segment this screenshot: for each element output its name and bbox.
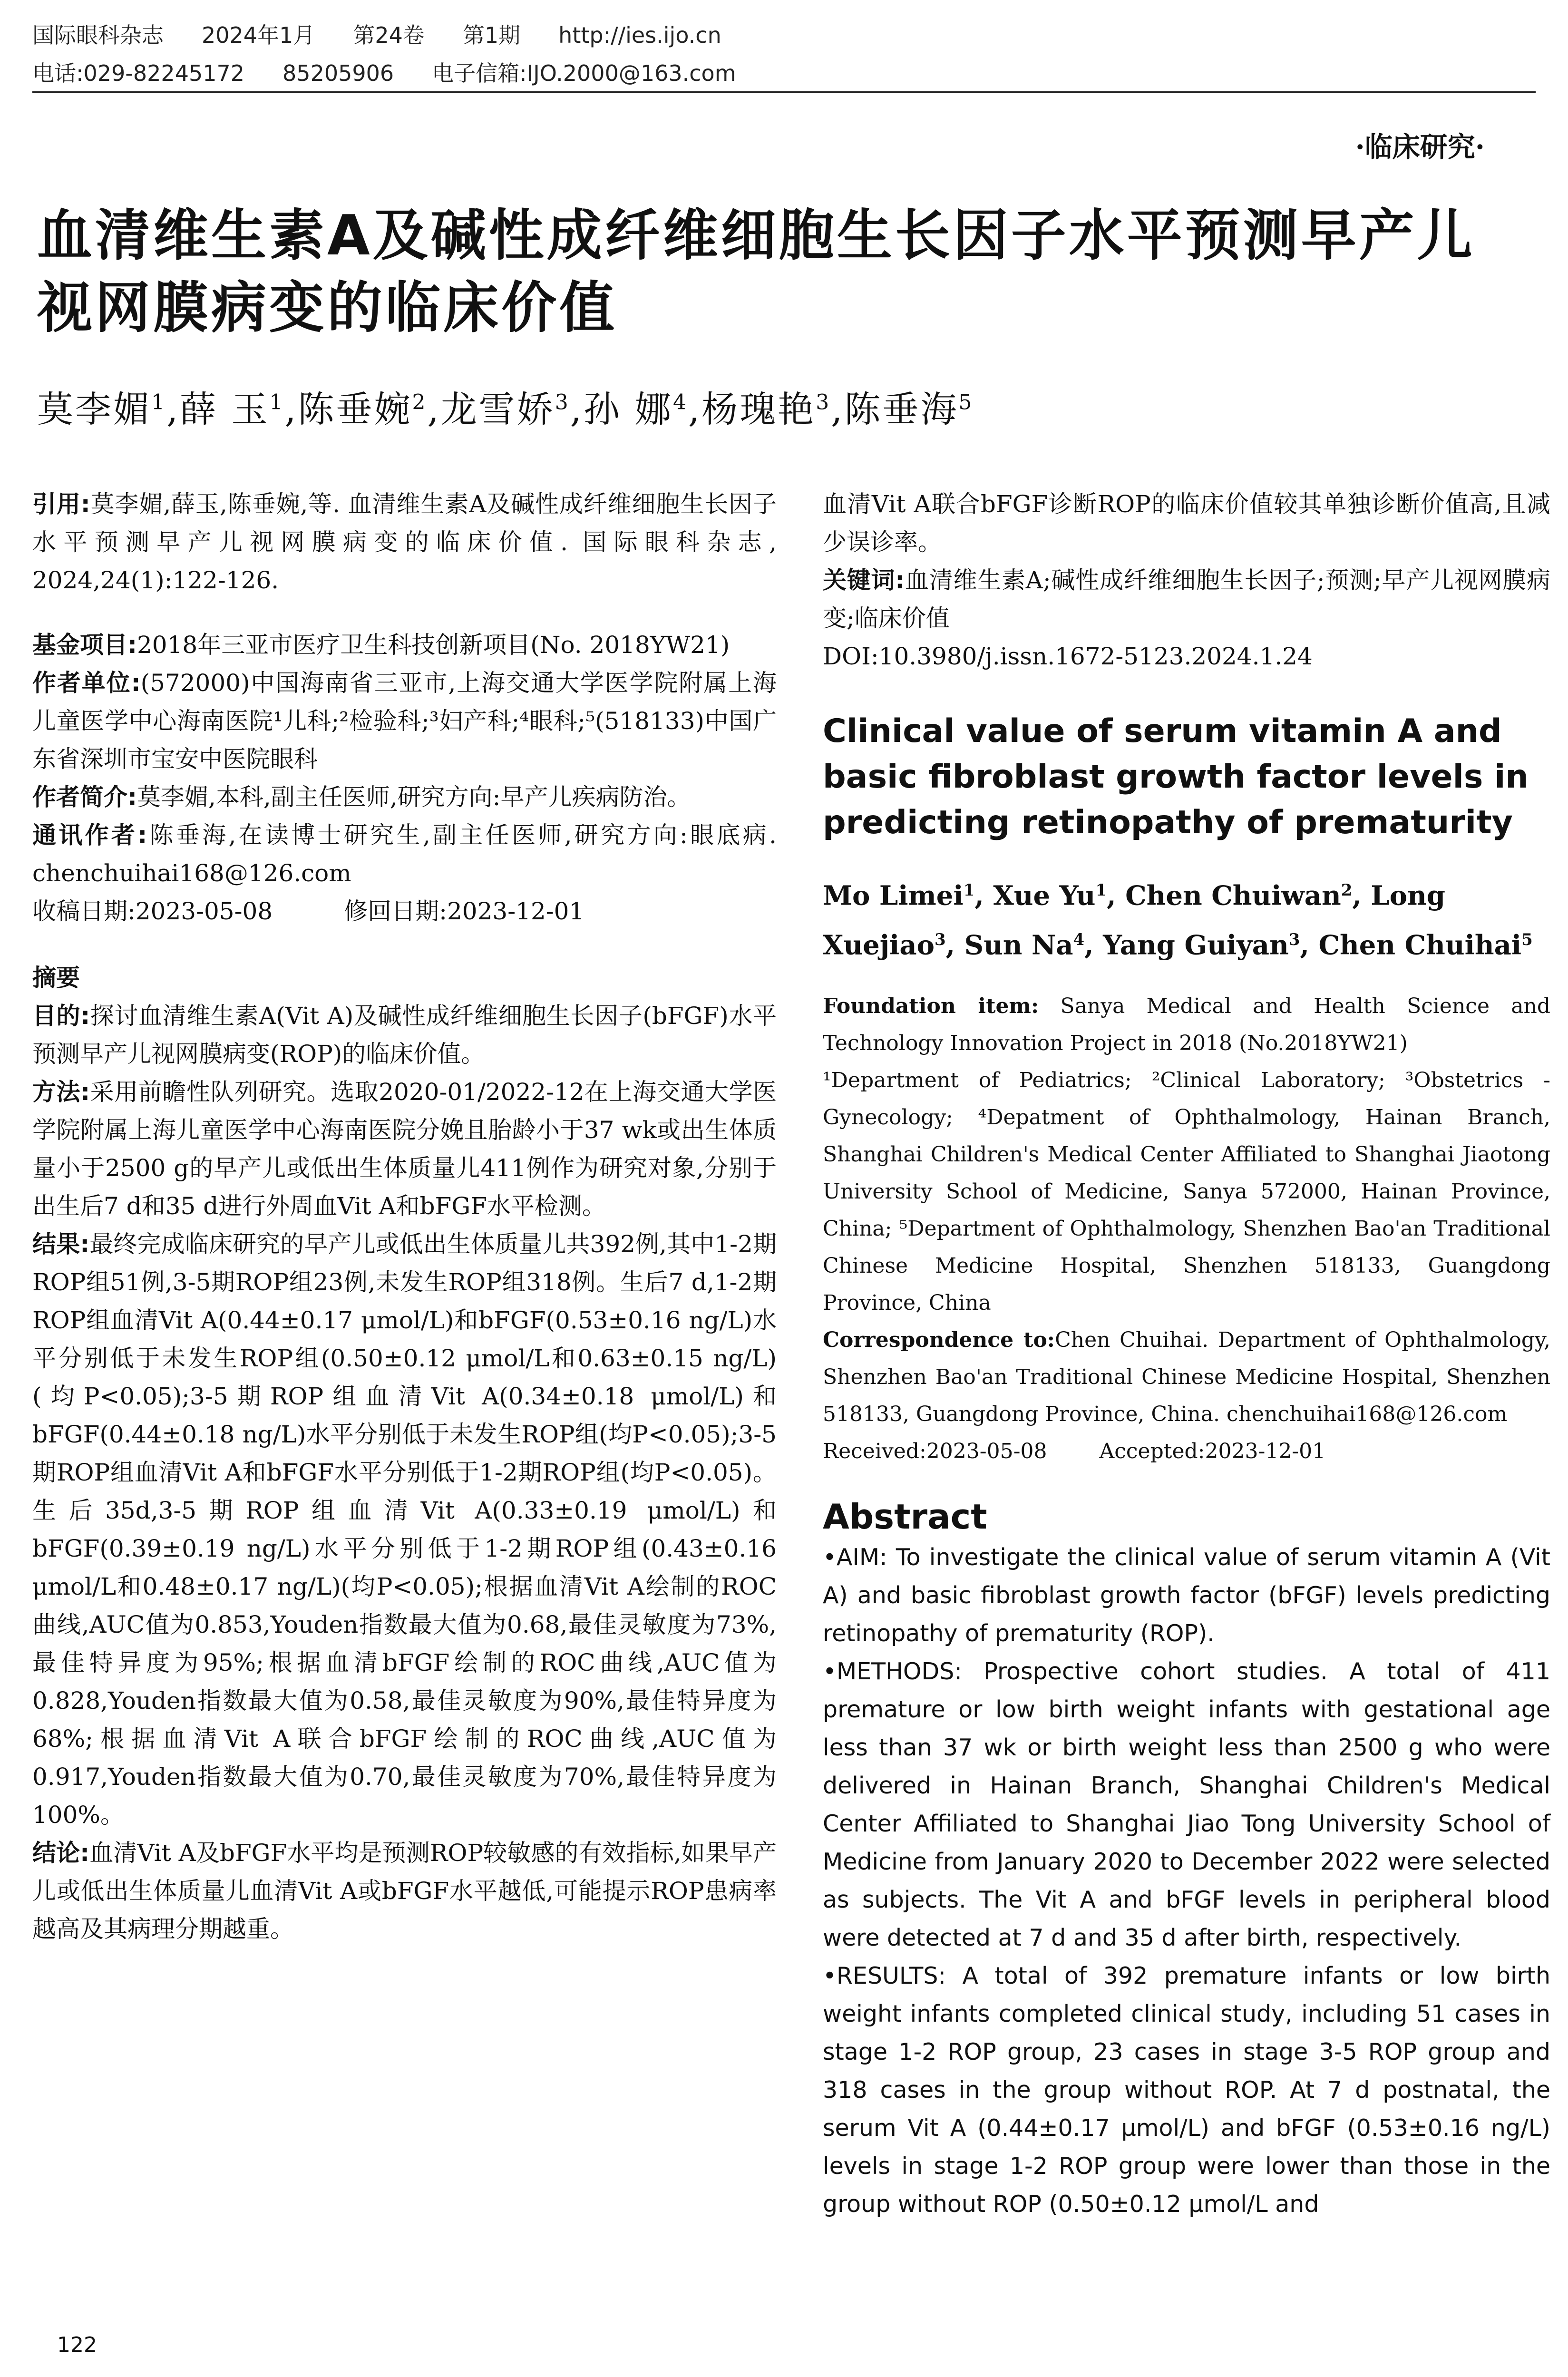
revised-date: 2023-12-01 [447,897,584,925]
author-name-en: Long Xuejiao [823,880,1445,961]
fund: 基金项目:2018年三亚市医疗卫生科技创新项目(No. 2018YW21) [32,631,730,659]
corresponding-author: 通讯作者:陈垂海,在读博士研究生,副主任医师,研究方向:眼底病. chenchuihai168@126.com [32,821,777,887]
author-name-en: Mo Limei [823,880,964,912]
author-affil: 3 [555,390,570,415]
author-name: 孙 娜 [583,388,673,430]
abstract-aim-cn: 目的:探讨血清维生素A(Vit A)及碱性成纤维细胞生长因子(bFGF)水平预测早产儿视网膜病变(ROP)的临床价值。 [32,1002,777,1068]
author-affil: 2 [412,390,428,415]
author-name: 龙雪娇 [440,388,555,430]
journal-header-line2 [32,56,774,88]
journal-header-line1 [32,18,760,49]
author-name: 薛 玉 [180,388,270,430]
affiliations: 作者单位:(572000)中国海南省三亚市,上海交通大学医学院附属上海儿童医学中心海南医院¹儿科;²检验科;³妇产科;⁴眼科;⁵(518133)中国广东省深圳市宝安中医院眼科 [32,669,777,773]
author-name: 莫李媚 [37,388,151,430]
right-column [823,485,1550,2223]
received-date: 2023-05-08 [135,897,273,925]
left-column [32,485,777,1948]
keywords-cn: 关键词:血清维生素A;碱性成纤维细胞生长因子;预测;早产儿视网膜病变;临床价值 [823,566,1550,632]
author-affil: 1 [151,390,166,415]
departments-en: ¹Department of Pediatrics; ²Clinical Laboratory; ³Obstetrics - Gynecology; ⁴Depatment of Ophthalmology, Hainan Branch, Shanghai Children's Medical Center Affiliated to Shanghai Jiaotong University School of Medicine, Sanya 572000, Hainan Province, China; ⁵Department of Ophthalmology, Shenzhen Bao'an Traditional Chinese Medicine Hospital, Shenzhen 518133, Guangdong Province, China [823,1068,1550,1315]
issue: 第1期 [462,22,521,48]
author-name-en: Sun Na [964,929,1073,961]
article-title-en: Clinical value of serum vitamin A and basic fibroblast growth factor levels in predicting retinopathy of prematurity [823,712,1529,841]
doi[interactable]: DOI:10.3980/j.issn.1672-5123.2024.1.24 [823,643,1313,670]
author-affil: 4 [673,390,689,415]
foundation-item: Foundation item: Sanya Medical and Health Science and Technology Innovation Project in 2018 (No.2018YW21) [823,994,1550,1056]
author-intro: 作者简介:莫李媚,本科,副主任医师,研究方向:早产儿疾病防治。 [32,783,691,811]
author-affil: 1 [269,390,285,415]
abstract-conclusion-cont: 血清Vit A联合bFGF诊断ROP的临床价值较其单独诊断价值高,且减少误诊率。 [823,490,1550,556]
phone-2: 85205906 [282,60,394,86]
article-title-cn: 血清维生素A及碱性成纤维细胞生长因子水平预测早产儿视网膜病变的临床价值 [37,204,1475,340]
author-name: 杨瑰艳 [701,388,816,430]
author-name: 陈垂海 [844,388,959,430]
dates: 收稿日期:2023-05-08 修回日期:2023-12-01 [32,897,584,925]
abstract-results-en: •RESULTS: A total of 392 premature infants or low birth weight infants completed clinical study, including 51 cases in stage 1-2 ROP group, 23 cases in stage 3-5 ROP group and 318 cases in the group without ROP. At 7 d postnatal, the serum Vit A (0.44±0.17 μmol/L) and bFGF (0.53±0.16 ng/L) levels in stage 1-2 ROP group were lower than those in the group without ROP (0.50±0.12 μmol/L and [823,1962,1550,2218]
abstract-heading-cn: 摘要 [32,964,80,992]
email[interactable]: 电子信箱:IJO.2000@163.com [432,60,736,86]
section-tag: ·临床研究· [1355,131,1485,163]
abstract-heading-en: Abstract [823,1497,987,1537]
journal-name: 国际眼科杂志 [32,22,164,48]
abstract-methods-en: •METHODS: Prospective cohort studies. A total of 411 premature or low birth weight infants with gestational age less than 37 wk or birth weight less than 2500 g who were delivered in Hainan Branch, Shanghai Children's Medical Center Affiliated to Shanghai Jiao Tong University School of Medicine from January 2020 to December 2022 were selected as subjects. The Vit A and bFGF levels in peripheral blood were detected at 7 d and 35 d after birth, respectively. [823,1658,1550,1952]
author-affil: 5 [958,390,974,415]
author-name-en: Xue Yu [993,880,1096,912]
author-name: 陈垂婉 [298,388,412,430]
author-affil: 3 [816,390,831,415]
header-rule [32,91,1536,93]
citation: 引用:莫李媚,薛玉,陈垂婉,等. 血清维生素A及碱性成纤维细胞生长因子水平预测早产儿视网膜病变的临床价值. 国际眼科杂志, 2024,24(1):122-126. [32,490,777,594]
abstract-aim-en: •AIM: To investigate the clinical value of serum vitamin A (Vit A) and basic fibroblast growth factor (bFGF) levels predicting retinopathy of prematurity (ROP). [823,1544,1550,1647]
page-number: 122 [57,2333,97,2357]
correspondence-en: Correspondence to:Chen Chuihai. Department of Ophthalmology, Shenzhen Bao'an Traditional Chinese Medicine Hospital, Shenzhen 518133, Guangdong Province, China. chenchuihai168@126.com [823,1328,1550,1427]
authors-cn: 莫李媚$^1$,薛 玉$^1$,陈垂婉$^2$,龙雪娇$^3$,孙 娜$^4$,杨瑰艳$^3$,陈垂海$^5$ [37,388,974,430]
phone: 电话:029-82245172 [32,60,245,86]
journal-url[interactable]: http://ies.ijo.cn [558,22,721,48]
author-name-en: Yang Guiyan [1103,929,1289,961]
volume: 第24卷 [353,22,425,48]
abstract-methods-cn: 方法:采用前瞻性队列研究。选取2020-01/2022-12在上海交通大学医学院附属上海儿童医学中心海南医院分娩且胎龄小于37 wk或出生体质量小于2500 g的早产儿或低出生体质量儿411例作为研究对象,分别于出生后7 d和35 d进行外周血Vit A和bFGF水平检测。 [32,1078,777,1220]
dates-en: Received:2023-05-08 Accepted:2023-12-01 [823,1439,1326,1464]
author-name-en: Chen Chuihai [1318,929,1522,961]
author-name-en: Chen Chuiwan [1125,880,1341,912]
abstract-results-cn: 结果:最终完成临床研究的早产儿或低出生体质量儿共392例,其中1-2期ROP组51例,3-5期ROP组23例,未发生ROP组318例。生后7 d,1-2期ROP组血清Vit A(0.44±0.17 μmol/L)和bFGF(0.53±0.16 ng/L)水平分别低于未发生ROP组(0.50±0.12 μmol/L和0.63±0.15 ng/L)(均P<0.05);3-5期ROP组血清Vit A(0.34±0.18 μmol/L)和bFGF(0.44±0.18 ng/L)水平分别低于未发生ROP组(均P<0.05);3-5期ROP组血清Vit A和bFGF水平分别低于1-2期ROP组(均P<0.05)。生后35d,3-5期ROP组血清Vit A(0.33±0.19 μmol/L)和bFGF(0.39±0.19 ng/L)水平分别低于1-2期ROP组(0.43±0.16 μmol/L和0.48±0.17 ng/L)(均P<0.05);根据血清Vit A绘制的ROC曲线,AUC值为0.853,Youden指数最大值为0.68,最佳灵敏度为73%,最佳特异度为95%;根据血清bFGF绘制的ROC曲线,AUC值为0.828,Youden指数最大值为0.58,最佳灵敏度为90%,最佳特异度为68%;根据血清Vit A联合bFGF绘制的ROC曲线,AUC值为0.917,Youden指数最大值为0.70,最佳灵敏度为70%,最佳特异度为100%。 [32,1230,777,1829]
issue-date: 2024年1月 [202,22,315,48]
authors-en: Mo Limei$^1$, Xue Yu$^1$, Chen Chuiwan$^2$, Long Xuejiao$^3$, Sun Na$^4$, Yang Guiyan$^3$, Chen Chuihai$^5$ [823,880,1533,961]
abstract-conclusion-cn: 结论:血清Vit A及bFGF水平均是预测ROP较敏感的有效指标,如果早产儿或低出生体质量儿血清Vit A或bFGF水平越低,可能提示ROP患病率越高及其病理分期越重。 [32,1839,777,1943]
